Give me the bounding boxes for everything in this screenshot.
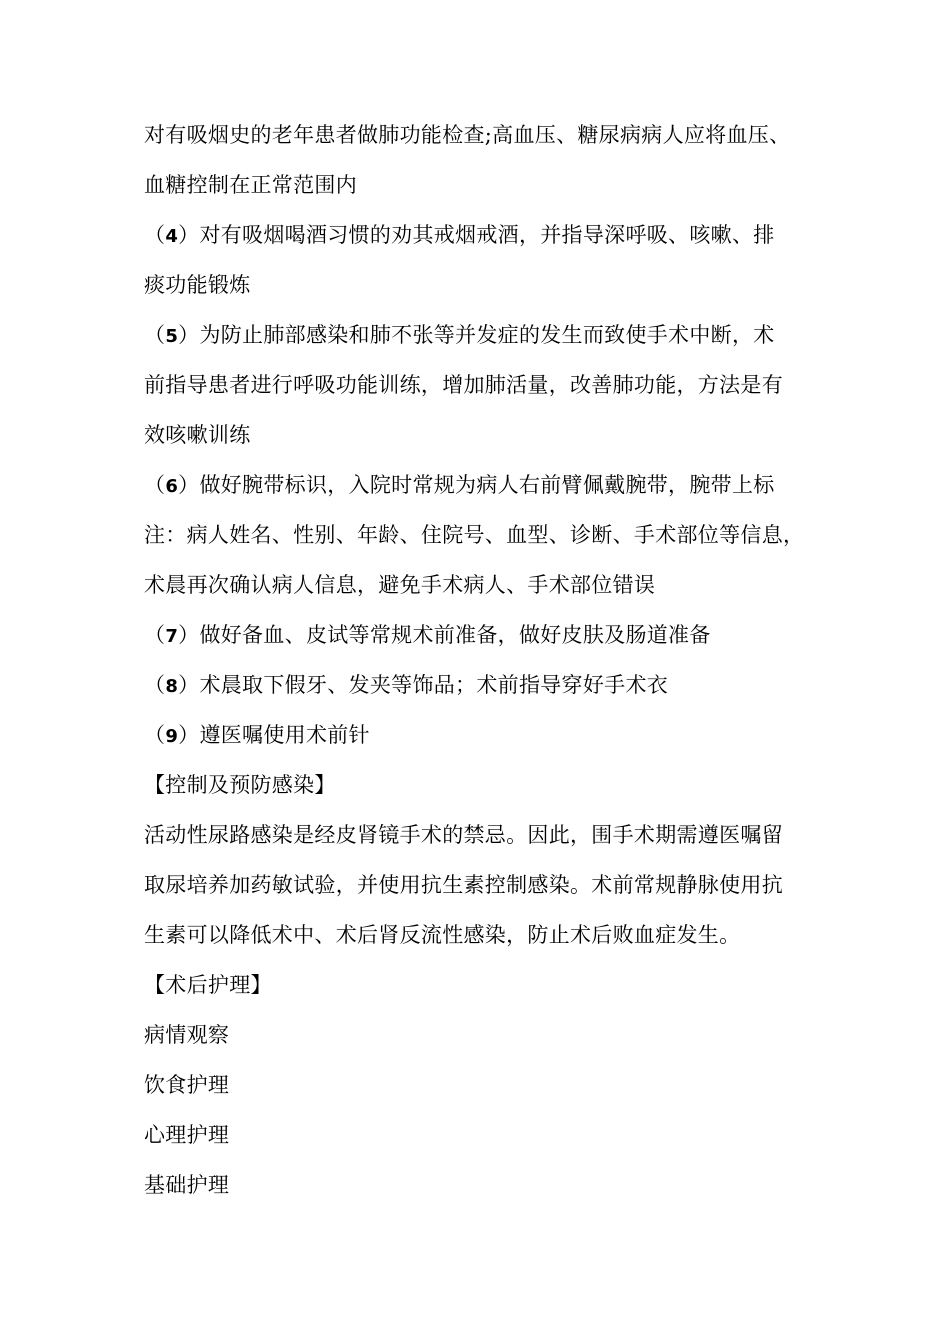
postop-item: 病情观察 bbox=[144, 1023, 230, 1047]
list-item-4 bbox=[144, 220, 775, 250]
postop-item: 基础护理 bbox=[144, 1173, 230, 1197]
postop-item: 饮食护理 bbox=[144, 1073, 230, 1097]
postop-heading: 【术后护理】 bbox=[144, 973, 272, 997]
item-text: 术晨取下假牙、发夹等饰品；术前指导穿好手术衣 bbox=[199, 673, 669, 697]
list-item-5-continuation: 前指导患者进行呼吸功能训练，增加肺活量，改善肺功能，方法是有 bbox=[144, 373, 783, 397]
list-item-5 bbox=[144, 320, 775, 350]
intro-line-2: 血糖控制在正常范围内 bbox=[144, 173, 357, 197]
item-text: 遵医嘱使用术前针 bbox=[199, 723, 370, 747]
list-item-7 bbox=[144, 620, 711, 650]
infection-paragraph-line: 活动性尿路感染是经皮肾镜手术的禁忌。因此，围手术期需遵医嘱留 bbox=[144, 823, 783, 847]
item-text: 做好备血、皮试等常规术前准备，做好皮肤及肠道准备 bbox=[199, 623, 711, 647]
item-open-paren: （ bbox=[144, 223, 166, 247]
list-item-6 bbox=[144, 470, 775, 500]
list-item-6-continuation: 术晨再次确认病人信息，避免手术病人、手术部位错误 bbox=[144, 573, 656, 597]
postop-item: 心理护理 bbox=[144, 1123, 230, 1147]
item-close-paren: ） bbox=[178, 673, 200, 697]
item-open-paren: （ bbox=[144, 623, 166, 647]
list-item-8 bbox=[144, 670, 668, 700]
list-item-5-continuation: 效咳嗽训练 bbox=[144, 423, 251, 447]
item-open-paren: （ bbox=[144, 673, 166, 697]
item-close-paren: ） bbox=[178, 623, 200, 647]
list-item-6-continuation: 注：病人姓名、性别、年龄、住院号、血型、诊断、手术部位等信息， bbox=[144, 523, 805, 547]
infection-heading: 【控制及预防感染】 bbox=[144, 773, 336, 797]
item-open-paren: （ bbox=[144, 323, 166, 347]
item-number: 8 bbox=[165, 676, 179, 697]
item-close-paren: ） bbox=[178, 473, 200, 497]
item-text: 为防止肺部感染和肺不张等并发症的发生而致使手术中断，术 bbox=[199, 323, 775, 347]
item-number: 4 bbox=[165, 226, 179, 247]
item-close-paren: ） bbox=[178, 223, 200, 247]
item-text: 对有吸烟喝酒习惯的劝其戒烟戒酒，并指导深呼吸、咳嗽、排 bbox=[199, 223, 775, 247]
infection-paragraph-line: 生素可以降低术中、术后肾反流性感染，防止术后败血症发生。 bbox=[144, 923, 741, 947]
item-open-paren: （ bbox=[144, 723, 166, 747]
item-close-paren: ） bbox=[178, 723, 200, 747]
item-text: 做好腕带标识，入院时常规为病人右前臂佩戴腕带，腕带上标 bbox=[199, 473, 775, 497]
item-number: 9 bbox=[165, 726, 179, 747]
infection-paragraph-line: 取尿培养加药敏试验，并使用抗生素控制感染。术前常规静脉使用抗 bbox=[144, 873, 783, 897]
list-item-9 bbox=[144, 720, 370, 750]
item-open-paren: （ bbox=[144, 473, 166, 497]
item-number: 5 bbox=[165, 326, 179, 347]
item-number: 6 bbox=[165, 476, 179, 497]
item-number: 7 bbox=[165, 626, 179, 647]
list-item-4-continuation: 痰功能锻炼 bbox=[144, 273, 251, 297]
item-close-paren: ） bbox=[178, 323, 200, 347]
intro-line-1: 对有吸烟史的老年患者做肺功能检查;高血压、糖尿病病人应将血压、 bbox=[144, 123, 791, 147]
